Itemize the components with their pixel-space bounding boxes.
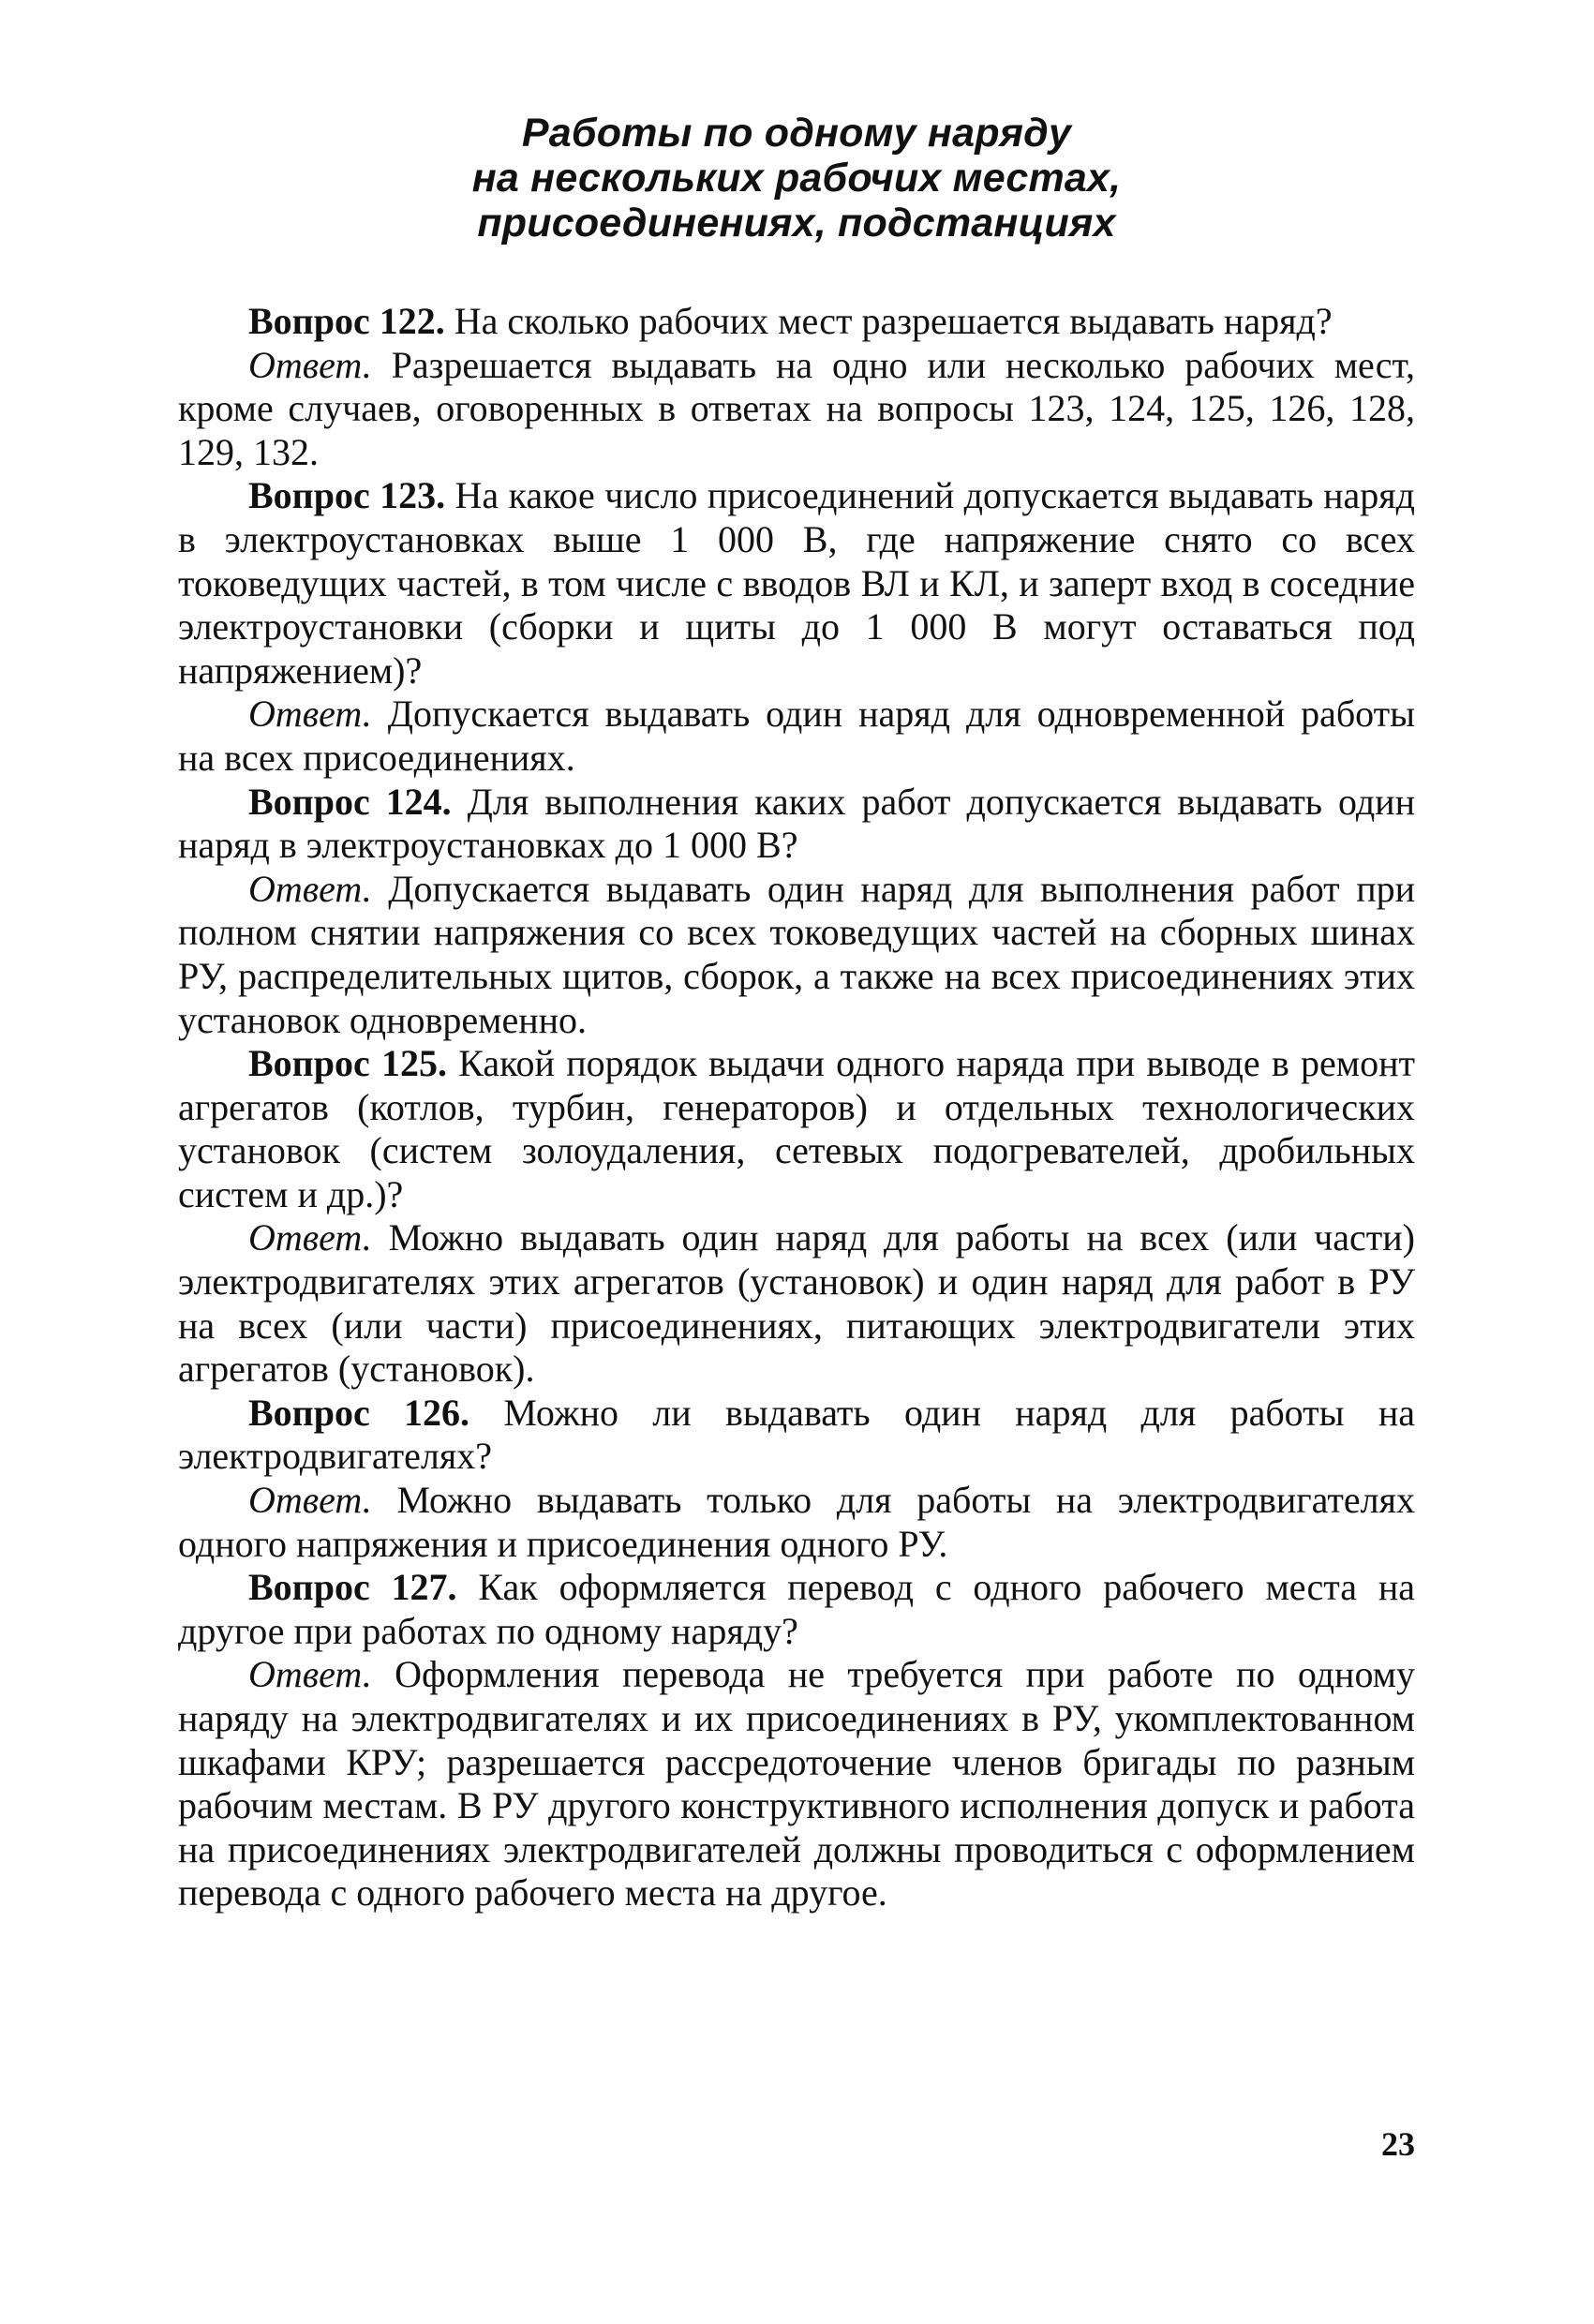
answer-123 (178, 693, 1415, 780)
question-label: Вопрос 126. (248, 1391, 470, 1434)
answer-text: Можно выдавать один наряд для работы на всех (или части) электродвигателях этих агрегатов (установок) и один наряд для работ в РУ на всех (или части) присоединениях, питающих электродвигатели этих агрегатов (установок). (178, 1216, 1415, 1391)
question-text: Можно ли выдавать один наряд для работы на электродвигателях? (178, 1391, 1415, 1478)
question-label: Вопрос 125. (248, 1042, 447, 1085)
heading-line-2: на нескольких рабочих местах, (471, 156, 1122, 201)
answer-126 (178, 1479, 1415, 1566)
question-127 (178, 1566, 1415, 1653)
answer-label: Ответ. (248, 693, 372, 736)
qa-content (178, 300, 1415, 1915)
answer-125 (178, 1216, 1415, 1391)
question-125 (178, 1042, 1415, 1216)
question-126 (178, 1392, 1415, 1479)
question-label: Вопрос 123. (248, 474, 446, 517)
question-122 (178, 300, 1415, 344)
section-heading (178, 111, 1415, 246)
question-124 (178, 781, 1415, 868)
answer-label: Ответ. (248, 1479, 372, 1522)
heading-line-3: присоединениях, подстанциях (477, 201, 1116, 246)
question-123 (178, 474, 1415, 693)
answer-124 (178, 868, 1415, 1042)
question-text: Какой порядок выдачи одного наряда при выводе в ремонт агрегатов (котлов, турбин, генераторов) и отдельных технологических установок (систем золоудаления, сетевых подогревателей, дробильных систем и др.)? (178, 1042, 1415, 1215)
answer-label: Ответ. (248, 343, 372, 386)
question-label: Вопрос 124. (248, 780, 452, 823)
question-label: Вопрос 122. (248, 300, 445, 342)
heading-line-1: Работы по одному наряду (521, 111, 1072, 156)
question-text: На сколько рабочих мест разрешается выдавать наряд? (444, 300, 1333, 342)
answer-122 (178, 344, 1415, 475)
answer-label: Ответ. (248, 867, 372, 910)
answer-label: Ответ. (248, 1653, 372, 1696)
answer-label: Ответ. (248, 1216, 372, 1259)
answer-text: Можно выдавать только для работы на электродвигателях одного напряжения и присоединения одного РУ. (178, 1479, 1415, 1565)
answer-text: Допускается выдавать один наряд для выполнения работ при полном снятии напряжения со всех токоведущих частей на сборных шинах РУ, распределительных щитов, сборок, а также на всех присоединениях этих установок одновременно. (178, 867, 1415, 1041)
question-text: На какое число присоединений допускается выдавать наряд в электроустановках выше 1 000 В, где напряжение снято со всех токоведущих частей, в том числе с вводов ВЛ и КЛ, и заперт вход в соседние электроустановки (сборки и щиты до 1 000 В могут оставаться под напряжением)? (178, 474, 1415, 692)
answer-text: Допускается выдавать один наряд для одновременной работы на всех присоединениях. (178, 693, 1415, 779)
question-label: Вопрос 127. (248, 1566, 457, 1609)
question-text: Для выполнения каких работ допускается выдавать один наряд в электроустановках до 1 000 В? (178, 780, 1415, 867)
answer-text: Оформления перевода не требуется при работе по одному наряду на электродвигателях и их присоединениях в РУ, укомплектованном шкафами КРУ; разрешается рассредоточение членов бригады по разным рабочим местам. В РУ другого конструктивного исполнения допуск и работа на присоединениях электродвигателей должны проводиться с оформлением перевода с одного рабочего места на другое. (178, 1653, 1415, 1914)
answer-127 (178, 1653, 1415, 1915)
page-number: 23 (1381, 2125, 1415, 2163)
answer-text: Разрешается выдавать на одно или несколько рабочих мест, кроме случаев, оговоренных в ответах на вопросы 123, 124, 125, 126, 128, 129, 132. (178, 343, 1415, 473)
question-text: Как оформляется перевод с одного рабочего места на другое при работах по одному наряду? (178, 1566, 1415, 1652)
